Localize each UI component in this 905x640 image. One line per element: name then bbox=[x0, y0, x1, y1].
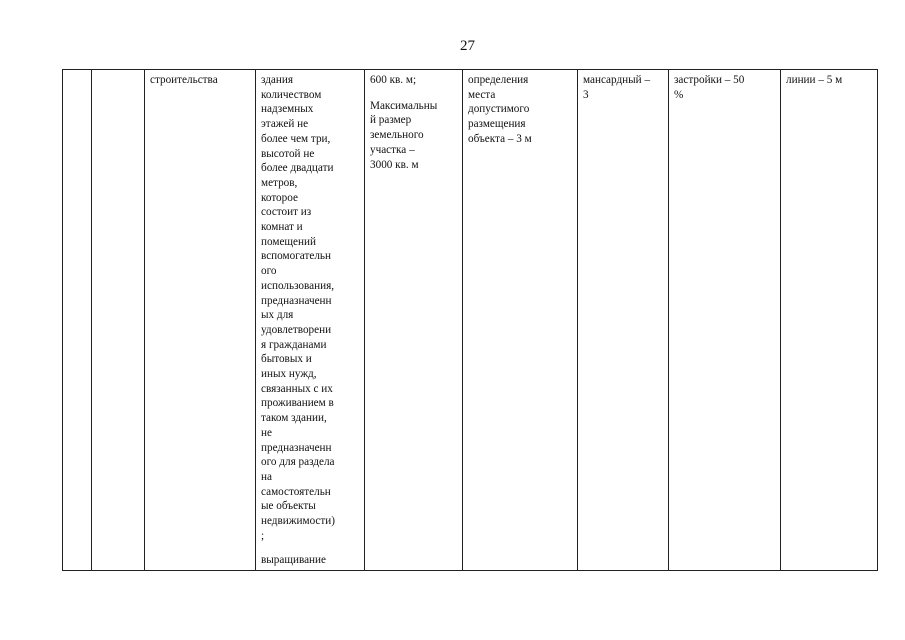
regulations-table bbox=[62, 69, 878, 571]
cell-line: проживанием в bbox=[261, 397, 334, 410]
cell-line: мансардный – bbox=[583, 74, 651, 86]
cell-line: количеством bbox=[261, 88, 322, 101]
cell-line: связанных с их bbox=[261, 382, 333, 395]
cell-line: таком здании, bbox=[261, 412, 327, 425]
cell-line: надземных bbox=[261, 103, 314, 116]
cell-line: ого bbox=[261, 265, 277, 278]
cell-line: й размер bbox=[370, 114, 412, 127]
cell-plot-size bbox=[365, 70, 463, 571]
cell-code bbox=[92, 70, 145, 571]
cell-line: состоит из bbox=[261, 206, 312, 219]
cell-line: на bbox=[261, 470, 272, 483]
cell-line: участка – bbox=[370, 143, 415, 156]
cell-line: удовлетворени bbox=[261, 323, 332, 336]
cell-line: ые объекты bbox=[261, 500, 316, 513]
cell-line: более чем три, bbox=[261, 132, 331, 145]
cell-line: которое bbox=[261, 191, 298, 204]
cell-line: строительства bbox=[150, 74, 218, 86]
cell-line: иных нужд, bbox=[261, 368, 317, 381]
cell-line: % bbox=[674, 88, 684, 101]
cell-line: определения bbox=[468, 74, 529, 86]
cell-line: предназначенн bbox=[261, 441, 332, 454]
cell-description bbox=[256, 70, 365, 571]
cell-line: земельного bbox=[370, 129, 424, 142]
cell-lines bbox=[674, 73, 776, 102]
cell-lines bbox=[261, 73, 360, 544]
cell-line: бытовых и bbox=[261, 353, 312, 366]
cell-line: метров, bbox=[261, 176, 298, 189]
cell-building-line bbox=[781, 70, 878, 571]
cell-line: предназначенн bbox=[261, 294, 332, 307]
cell-line: 600 кв. м; bbox=[370, 74, 417, 86]
cell-line: объекта – 3 м bbox=[468, 132, 532, 145]
cell-line: более двадцати bbox=[261, 162, 334, 175]
cell-line: застройки – 50 bbox=[674, 74, 745, 86]
cell-line: помещений bbox=[261, 235, 316, 248]
cell-line: 3000 кв. м bbox=[370, 158, 419, 171]
cell-land-use-type bbox=[145, 70, 256, 571]
cell-line: недвижимости) bbox=[261, 515, 336, 528]
cell-line: места bbox=[468, 88, 496, 101]
cell-lines bbox=[786, 73, 873, 88]
cell-line: Максимальны bbox=[370, 99, 438, 112]
cell-line: я гражданами bbox=[261, 338, 327, 351]
cell-number bbox=[63, 70, 92, 571]
cell-line: этажей не bbox=[261, 118, 309, 131]
cell-line: ых для bbox=[261, 309, 294, 322]
table-row bbox=[63, 70, 878, 571]
cell-lines bbox=[583, 73, 664, 102]
cell-line: допустимого bbox=[468, 103, 530, 116]
cell-setback bbox=[463, 70, 578, 571]
cell-line: линии – 5 м bbox=[786, 74, 843, 86]
cell-line: размещения bbox=[468, 118, 526, 131]
cell-line: использования, bbox=[261, 279, 335, 292]
cell-lines bbox=[370, 99, 458, 173]
cell-line: ого для раздела bbox=[261, 456, 335, 469]
cell-line: ; bbox=[261, 529, 265, 542]
cell-line: самостоятельн bbox=[261, 485, 331, 498]
page-number: 27 bbox=[460, 38, 475, 54]
cell-floors bbox=[578, 70, 669, 571]
cell-line: комнат и bbox=[261, 221, 303, 234]
cell-line: высотой не bbox=[261, 147, 315, 160]
cell-line: 3 bbox=[583, 88, 589, 101]
cell-line: выращивание bbox=[261, 553, 326, 566]
cell-line: не bbox=[261, 426, 272, 439]
cell-line: вспомогательн bbox=[261, 250, 332, 263]
cell-lines bbox=[370, 73, 458, 88]
cell-lines bbox=[150, 73, 251, 88]
cell-coverage bbox=[669, 70, 781, 571]
cell-lines bbox=[468, 73, 573, 147]
cell-line: здания bbox=[261, 74, 293, 86]
